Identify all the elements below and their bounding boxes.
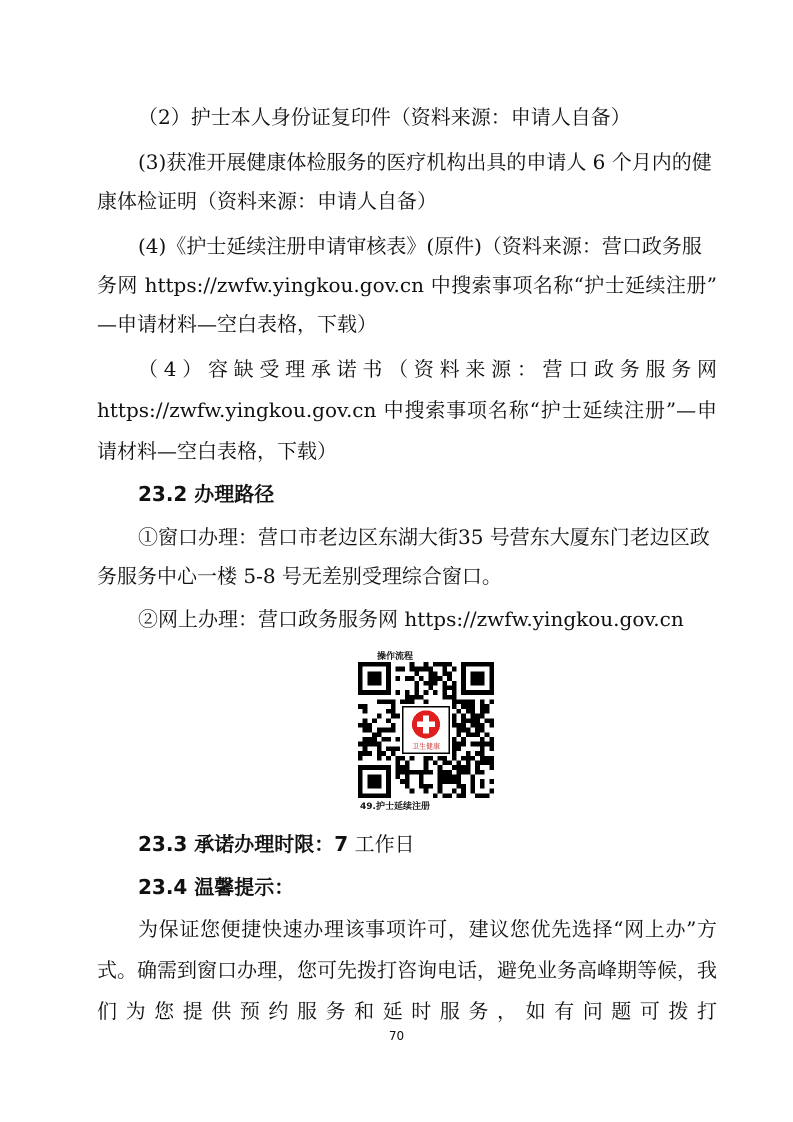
route-window-line1: ①窗口办理：营口市老边区东湖大街35 号营东大厦东门老边区政 (138, 525, 710, 549)
section-heading-tips: 23.4 温馨提示： (138, 875, 295, 899)
red-cross-logo-icon (412, 710, 440, 738)
material-item-3-line1: (3)获准开展健康体检服务的医疗机构出具的申请人 6 个月内的健 (138, 150, 712, 174)
time-limit-unit: 工作日 (348, 832, 415, 856)
route-window-line2: 务服务中心一楼 5-8 号无差别受理综合窗口。 (97, 564, 502, 588)
material-item-4-line2: 务网 https://zwfw.yingkou.gov.cn 中搜索事项名称“护士延续注册” (97, 273, 717, 297)
tips-line2: 式。确需到窗口办理，您可先拨打咨询电话，避免业务高峰期等候，我 (97, 958, 717, 982)
material-item-5-line2: https://zwfw.yingkou.gov.cn 中搜索事项名称“护士延续注册”—申 (97, 398, 717, 422)
time-limit-label: 23.3 承诺办理时限：7 (138, 832, 349, 856)
section-heading-route: 23.2 办理路径 (138, 482, 275, 506)
qr-caption: 49.护士延续注册 (360, 802, 430, 812)
qr-title: 操作流程 (376, 652, 413, 662)
page-number: 70 (388, 1029, 405, 1043)
qr-code[interactable] (358, 662, 494, 798)
material-item-5-line1: （4）容缺受理承诺书（资料来源：营口政务服务网 (138, 357, 717, 381)
material-item-4-line3: —申请材料—空白表格，下载） (97, 312, 377, 336)
tips-line3: 们为您提供预约服务和延时服务，如有问题可拨打 (97, 999, 717, 1023)
material-item-5-line3: 请材料—空白表格，下载） (97, 439, 337, 463)
route-online: ②网上办理：营口政务服务网 https://zwfw.yingkou.gov.cn (138, 607, 684, 631)
qr-logo-text: 卫生健康 (411, 741, 441, 751)
material-item-2: （2）护士本人身份证复印件（资料来源：申请人自备） (138, 105, 631, 129)
material-item-4-line1: (4)《护士延续注册申请审核表》(原件)（资料来源：营口政务服 (138, 234, 702, 258)
tips-line1: 为保证您便捷快速办理该事项许可，建议您优先选择“网上办”方 (138, 917, 717, 941)
section-heading-time-limit (138, 831, 758, 857)
material-item-3-line2: 康体检证明（资料来源：申请人自备） (97, 189, 437, 213)
